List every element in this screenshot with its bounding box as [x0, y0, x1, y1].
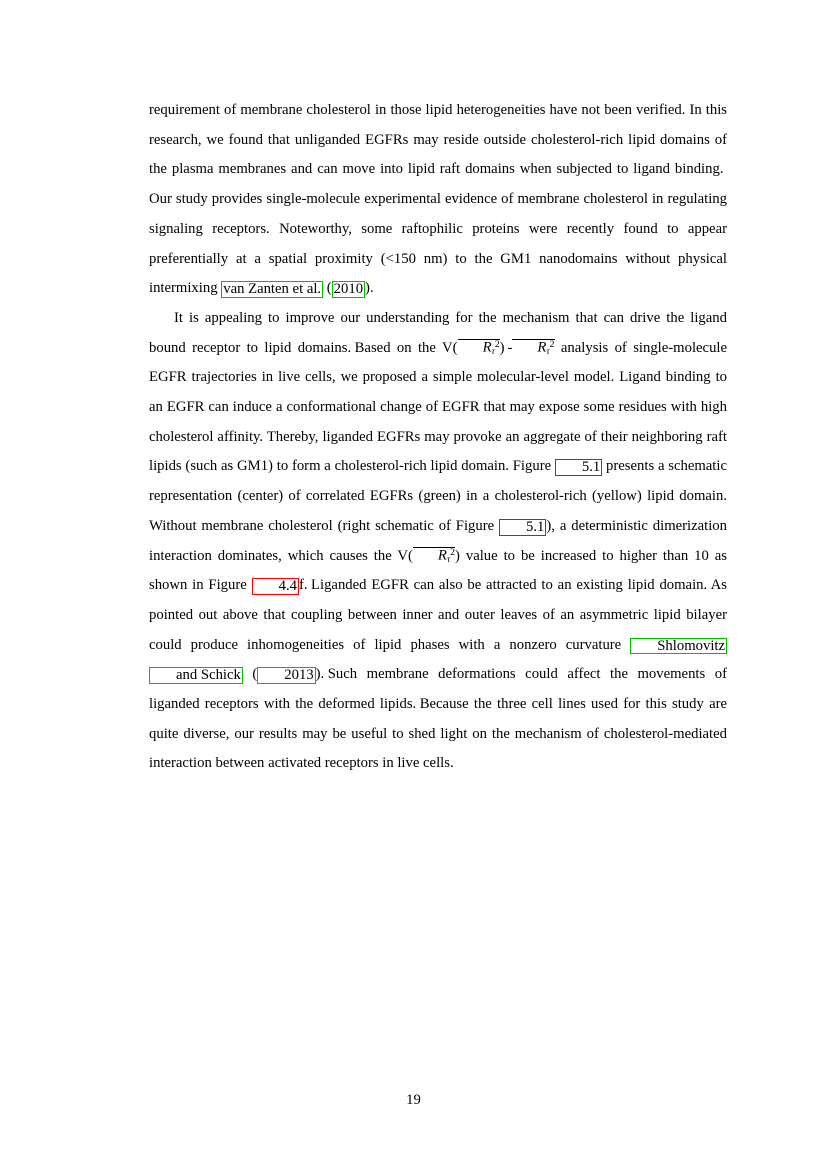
math-open-paren: ( — [452, 339, 458, 356]
math-exponent-1: 2 — [494, 339, 500, 351]
paragraph-2-text-b: Based on the — [354, 339, 443, 356]
crossref-link-figure-5-1-b[interactable]: 5.1 — [499, 519, 546, 536]
paragraph-2-text-l: Such membrane deformations could affect the movements of liganded receptors with the deformed lipids. — [149, 666, 727, 713]
math-open-paren-3: ( — [408, 547, 413, 564]
math-close-paren: ) — [499, 339, 505, 356]
paragraph-2-text-i: As pointed out above that coupling between inner and outer leaves of an asymmetric lipid bilayer could produce inhomogeneities of lipid phases with a nonzero curvature — [149, 577, 727, 653]
paragraph-1-text-c: ( — [323, 280, 332, 297]
math-exponent-3: 2 — [450, 547, 456, 559]
paragraph-2-text-h: Liganded EGFR can also be attracted to an existing lipid domain. — [311, 577, 708, 594]
citation-link-van-zanten-year[interactable]: 2010 — [333, 281, 364, 298]
paragraph-2-text-c: analysis of single-molecule EGFR trajectories in live cells, we proposed a simple molecular-level model. Ligand binding to an EGFR can induce a conformational change of EGFR that may expose some residues with high cholesterol affinity. Thereby, liganded EGFRs may provoke an aggregate of their neighboring raft lipids (such as GM1) to form a cholesterol-rich lipid domain. Figure — [149, 339, 728, 475]
citation-link-and-schick[interactable]: and Schick — [149, 667, 243, 684]
paragraph-2-text-a: It is appealing to improve our understanding for the mechanism that can drive the ligand bound receptor to lipid domains. — [149, 309, 727, 356]
math-V: V — [442, 339, 453, 356]
math-minus: - — [507, 339, 513, 356]
math-overline-group-3 — [413, 547, 455, 565]
math-R-1: R — [482, 339, 492, 356]
paragraph-2-text-d: presents a schematic representation (center) of correlated EGFRs (green) in a cholesterol-rich (yellow) lipid domain. Without membrane cholesterol (right schematic of Figure — [149, 458, 727, 534]
citation-link-shlomovitz[interactable]: Shlomovitz — [630, 638, 727, 655]
math-tau-3: τ — [446, 554, 451, 565]
paragraph-2 — [149, 304, 727, 779]
paragraph-2-text-g: f. — [298, 577, 308, 594]
math-expression-variance-minus-msd — [442, 340, 554, 356]
paragraph-1-text-b: Our study provides single-molecule experimental evidence of membrane cholesterol in regulating signaling receptors. Noteworthy, some raftophilic proteins were recently found to appear preferentially at a spatial proximity (<150 nm) to the GM1 nanodomains without physical intermixing — [149, 191, 727, 297]
citation-link-shlomovitz-year[interactable]: 2013 — [257, 667, 315, 684]
paragraph-1-text-a: requirement of membrane cholesterol in those lipid heterogeneities have not been verified. In this research, we found that unliganded EGFRs may reside outside cholesterol-rich lipid domains of the plasma membranes and can move into lipid raft domains when subjected to ligand binding. — [149, 102, 727, 178]
math-expression-variance — [397, 548, 460, 564]
math-close-paren-3: ) — [455, 547, 460, 564]
math-overline-group-1 — [458, 339, 500, 357]
paragraph-2-text-f: value to be increased to higher than 10 as shown in Figure — [149, 547, 727, 594]
paragraph-1-text-d: ). — [365, 280, 374, 297]
paragraph-2-text-m: Because the three cell lines used for this study are quite diverse, our results may be useful to shed light on the mechanism of cholesterol-mediated interaction between activated receptors in live cells. — [149, 696, 728, 772]
math-overline-group-2 — [512, 339, 554, 357]
paragraph-2-text-k: ). — [315, 666, 325, 683]
math-exponent-2: 2 — [549, 339, 555, 351]
crossref-link-figure-5-1-a[interactable]: 5.1 — [555, 459, 602, 476]
paragraph-2-text-e: ), a deterministic dimerization interaction dominates, which causes the — [149, 517, 727, 564]
paragraph-1 — [149, 96, 727, 304]
paragraph-2-text-j: ( — [242, 666, 258, 683]
math-V-3: V — [397, 547, 409, 564]
math-R-2: R — [537, 339, 547, 356]
citation-link-van-zanten[interactable]: van Zanten et al. — [223, 281, 322, 298]
crossref-link-figure-4-4[interactable]: 4.4 — [252, 578, 299, 595]
math-R-3: R — [437, 547, 447, 564]
math-tau-2: τ — [546, 346, 550, 357]
math-tau-1: τ — [491, 346, 495, 357]
page-number: 19 — [406, 1092, 421, 1108]
body-text-column — [149, 96, 727, 779]
